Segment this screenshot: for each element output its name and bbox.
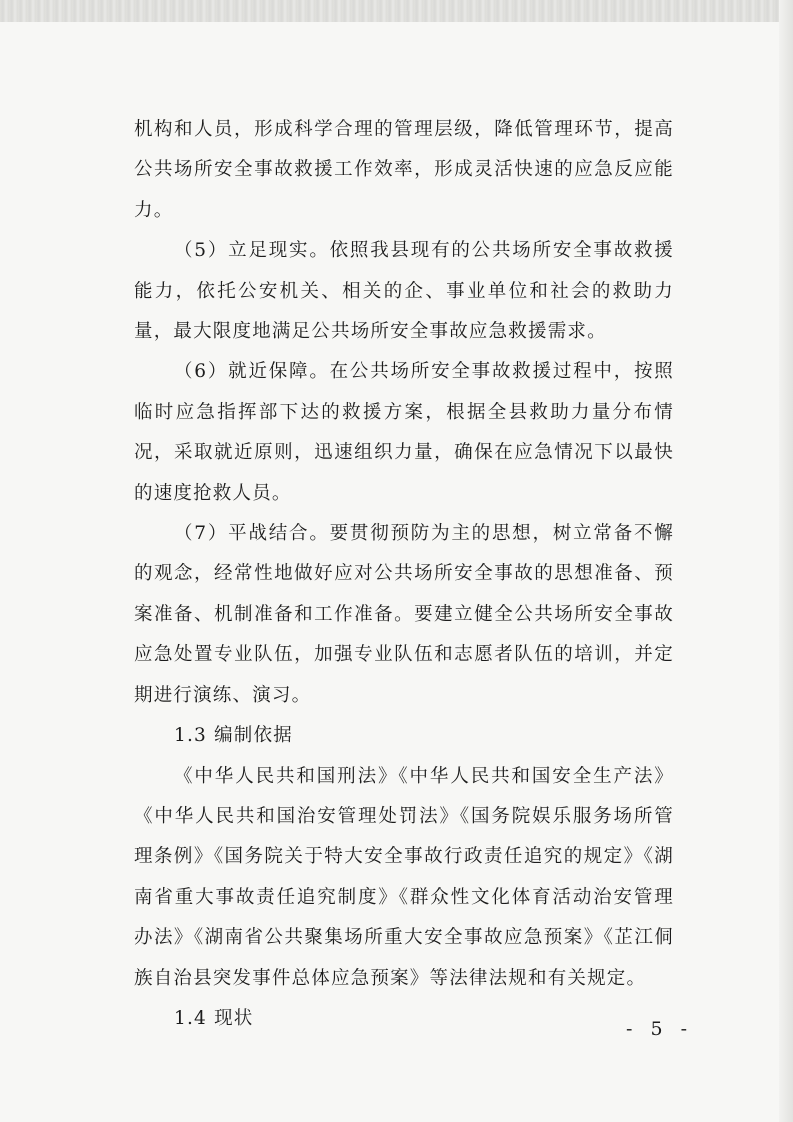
section-heading-1-3: 1.3 编制依据 — [174, 725, 293, 747]
paragraph-item-6: （6）就近保障。在公共场所安全事故救援过程中，按照临时应急指挥部下达的救援方案，根据全县救助力量分布情况，采取就近原则，迅速组织力量，确保在应急情况下以最快的速度抢救人员。 — [134, 361, 674, 504]
document-body — [134, 110, 674, 1039]
scan-edge-top — [0, 0, 793, 22]
paragraph-continuation: 机构和人员，形成科学合理的管理层级，降低管理环节，提高公共场所安全事故救援工作效率，形成灵活快速的应急反应能力。 — [134, 119, 674, 221]
paragraph-item-7: （7）平战结合。要贯彻预防为主的思想，树立常备不懈的观念，经常性地做好应对公共场所安全事故的思想准备、预案准备、机制准备和工作准备。要建立健全公共场所安全事故应急处置专业队伍，加强专业队伍和志愿者队伍的培训，并定期进行演练、演习。 — [134, 523, 674, 706]
page-number: - 5 - — [626, 1018, 694, 1040]
paragraph-legal-basis: 《中华人民共和国刑法》《中华人民共和国安全生产法》《中华人民共和国治安管理处罚法》《国务院娱乐服务场所管理条例》《国务院关于特大安全事故行政责任追究的规定》《湖南省重大事故责任追究制度》《群众性文化体育活动治安管理办法》《湖南省公共聚集场所重大安全事故应急预案》《芷江侗族自治县突发事件总体应急预案》等法律法规和有关规定。 — [134, 765, 674, 989]
paragraph-item-5: （5）立足现实。依照我县现有的公共场所安全事故救援能力，依托公安机关、相关的企、事业单位和社会的救助力量，最大限度地满足公共场所安全事故应急救援需求。 — [134, 240, 674, 343]
section-heading-1-4: 1.4 现状 — [174, 1007, 254, 1029]
scan-edge-right — [779, 0, 793, 1122]
